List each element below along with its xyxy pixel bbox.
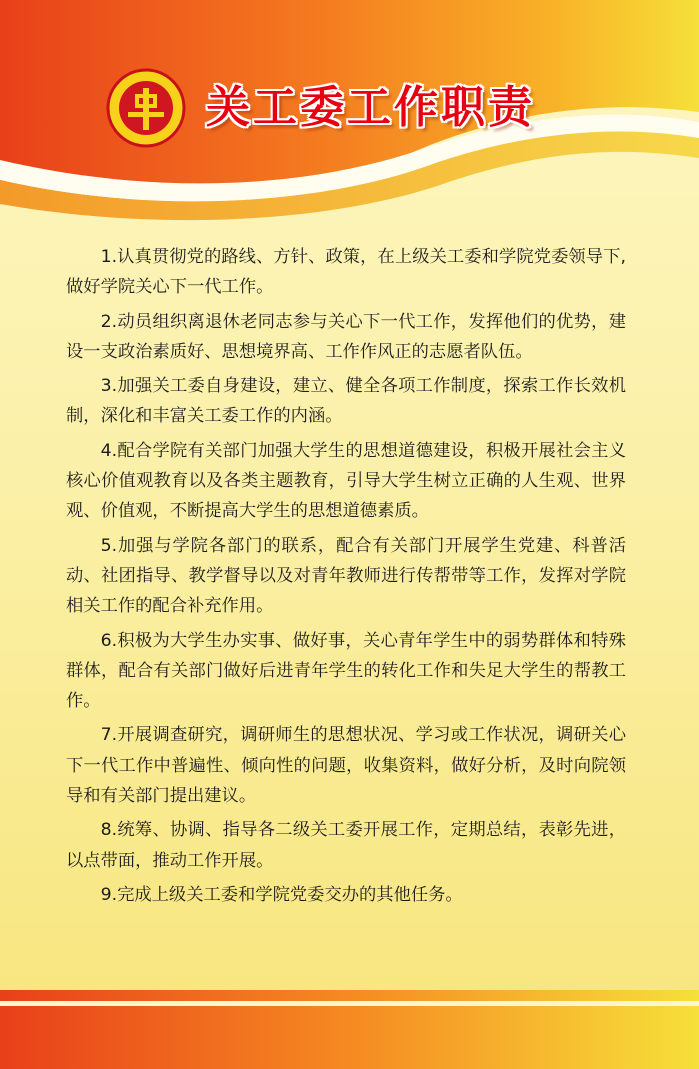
union-emblem-icon (106, 68, 186, 148)
duty-list (66, 242, 626, 914)
duty-item-5: 5.加强与学院各部门的联系，配合有关部门开展学生党建、科普活动、社团指导、教学督导以及对青年教师进行传帮带等工作，发挥对学院相关工作的配合补充作用。 (66, 535, 626, 617)
duty-item-1: 1.认真贯彻党的路线、方针、政策，在上级关工委和学院党委领导下,做好学院关心下一代工作。 (66, 247, 626, 298)
duty-item-2: 2.动员组织离退休老同志参与关心下一代工作，发挥他们的优势，建设一支政治素质好、思想境界高、工作作风正的志愿者队伍。 (66, 311, 626, 362)
duty-item-3: 3.加强关工委自身建设，建立、健全各项工作制度，探索工作长效机制，深化和丰富关工委工作的内涵。 (66, 376, 626, 427)
footer-band-background (0, 990, 699, 1069)
duty-item-4: 4.配合学院有关部门加强大学生的思想道德建设，积极开展社会主义核心价值观教育以及各类主题教育，引导大学生树立正确的人生观、世界观、价值观，不断提高大学生的思想道德素质。 (66, 440, 626, 522)
duty-item-6: 6.积极为大学生办实事、做好事，关心青年学生中的弱势群体和特殊群体，配合有关部门做好后进青年学生的转化工作和失足大学生的帮教工作。 (66, 630, 626, 712)
page-title: 关工委工作职责 (206, 82, 535, 133)
duty-item-8: 8.统筹、协调、指导各二级关工委开展工作，定期总结，表彰先进，以点带面，推动工作开展。 (66, 820, 626, 871)
duty-item-9: 9.完成上级关工委和学院党委交办的其他任务。 (100, 884, 463, 905)
duty-item-7: 7.开展调查研究，调研师生的思想状况、学习或工作状况，调研关心下一代工作中普遍性、倾向性的问题，收集资料，做好分析，及时向院领导和有关部门提出建议。 (66, 725, 626, 807)
